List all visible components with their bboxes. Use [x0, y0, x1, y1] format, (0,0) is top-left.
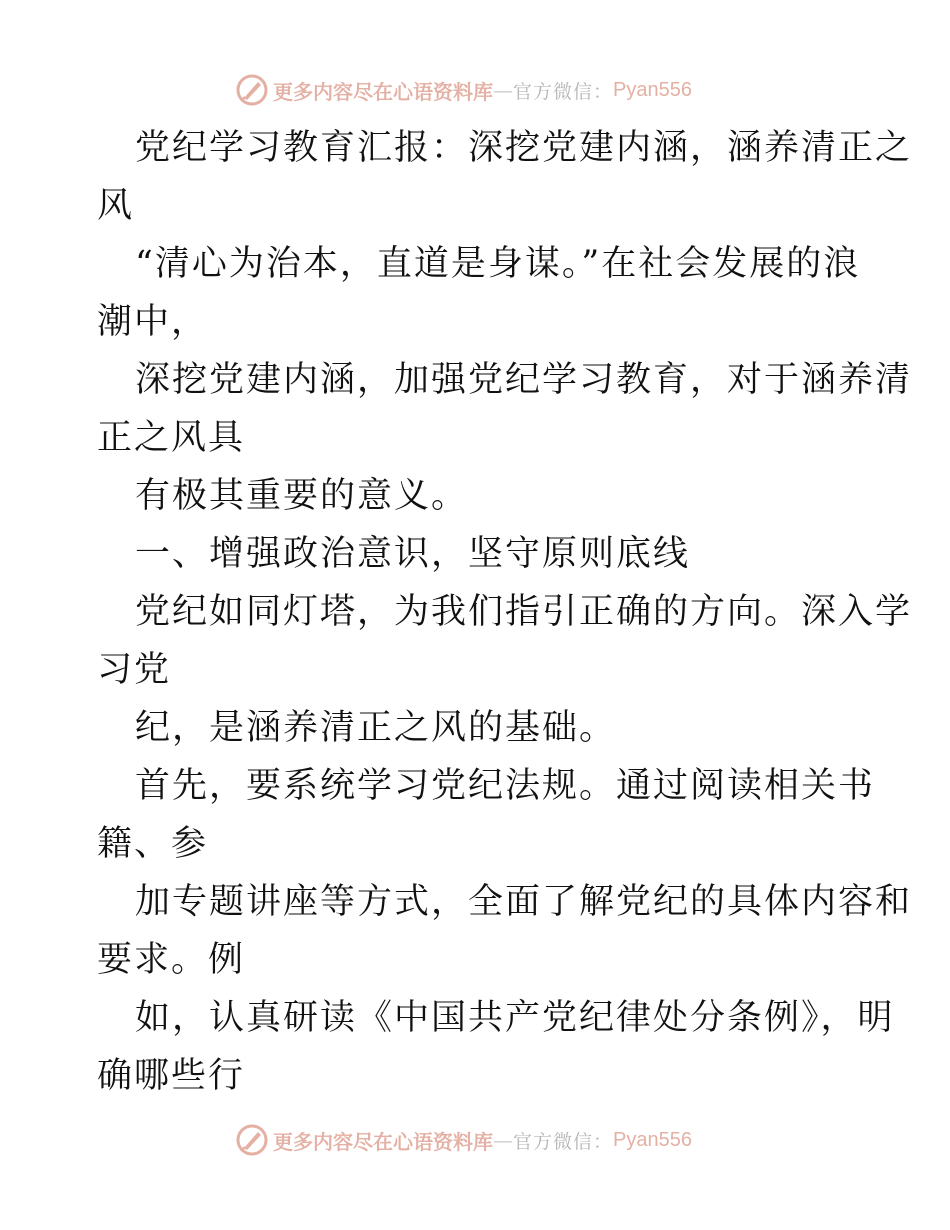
watermark-official-label: 官方微信：: [513, 1130, 614, 1153]
watermark-wechat-id: Pyan556: [613, 78, 692, 101]
paragraph-line: 正之风具: [97, 418, 246, 458]
section-heading: 一、增强政治意识，坚守原则底线: [135, 534, 691, 574]
watermark-text: 更多内容尽在心语资料库: [273, 1129, 493, 1154]
paragraph-line: 首先，要系统学习党纪法规。通过阅读相关书: [135, 766, 876, 806]
paragraph-line: 深挖党建内涵，加强党纪学习教育，对于涵养清: [135, 360, 913, 400]
paragraph-line: 要求。例: [97, 940, 246, 980]
paragraph-line: 籍、参: [97, 824, 209, 864]
paragraph-line: 纪，是涵养清正之风的基础。: [135, 708, 617, 748]
paragraph-line: 党纪如同灯塔，为我们指引正确的方向。深入学: [135, 592, 913, 632]
watermark-official-label: 官方微信：: [513, 80, 614, 103]
paragraph-line: 如，认真研读《中国共产党纪律处分条例》，明: [135, 998, 895, 1038]
watermark-footer: [235, 1123, 692, 1157]
document-title: 党纪学习教育汇报：深挖党建内涵，涵养清正之: [135, 128, 913, 168]
document-title-continued: 风: [97, 186, 135, 226]
paragraph-line: 潮中，: [97, 302, 209, 342]
paragraph-line: 有极其重要的意义。: [135, 476, 469, 516]
watermark-text: 更多内容尽在心语资料库: [273, 79, 493, 104]
watermark-separator: —: [493, 78, 513, 102]
quill-logo-icon: [235, 1123, 269, 1157]
paragraph-line: 习党: [97, 650, 172, 690]
paragraph-line: 加专题讲座等方式，全面了解党纪的具体内容和: [135, 882, 913, 922]
watermark-wechat-id: Pyan556: [613, 1128, 692, 1151]
paragraph-line: 确哪些行: [97, 1056, 246, 1096]
watermark-separator: —: [493, 1128, 513, 1152]
paragraph-line: “清心为治本，直道是身谋。”在社会发展的浪: [135, 244, 861, 284]
